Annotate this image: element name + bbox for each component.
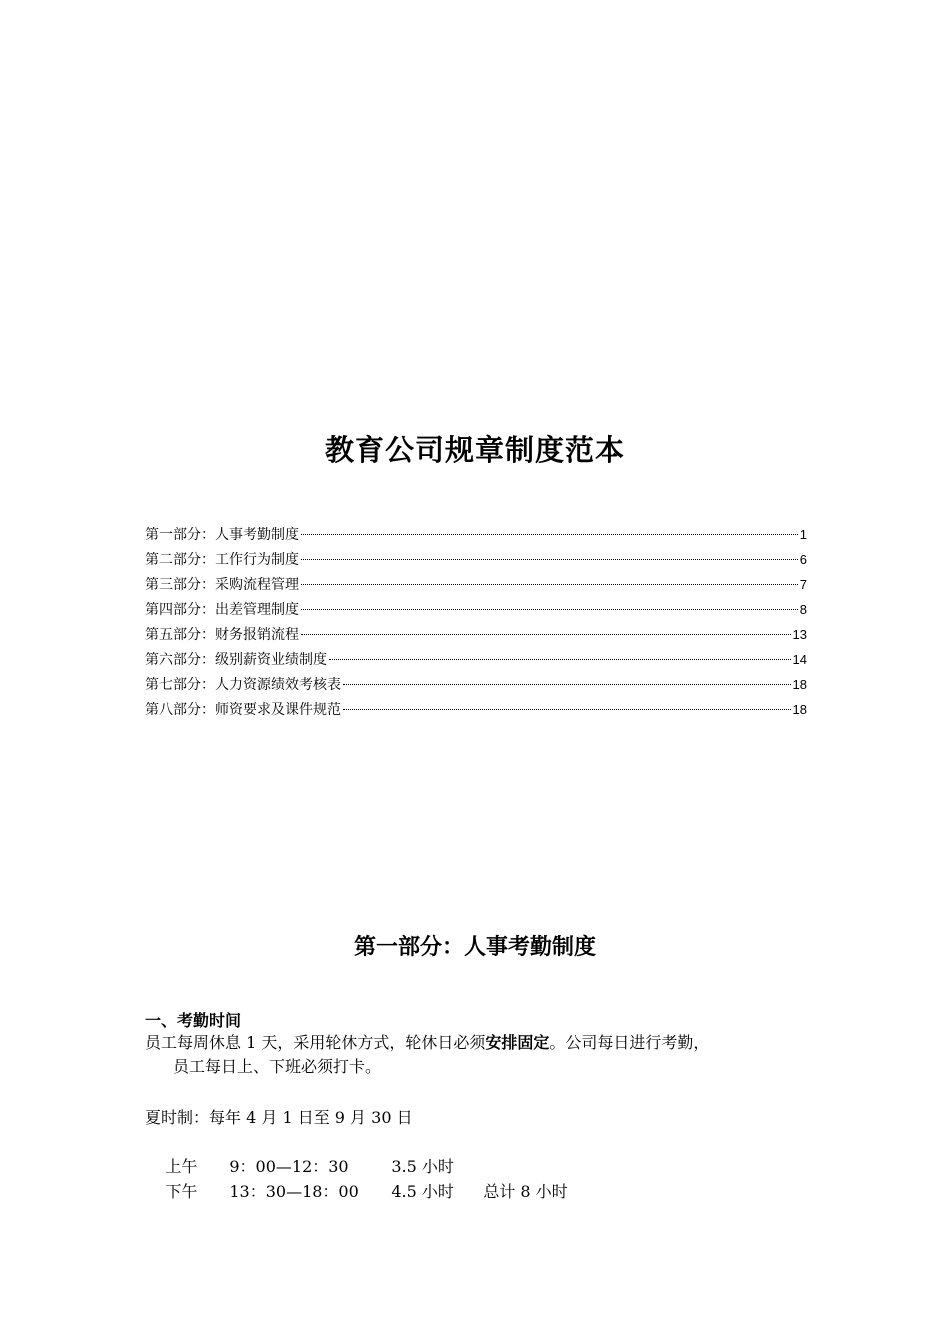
toc-entry-label: 第五部分：财务报销流程 [145, 627, 299, 643]
schedule-total: 总计 8 小时 [483, 1182, 568, 1201]
toc-leader-dots [343, 684, 791, 685]
toc-entry-label: 第一部分：人事考勤制度 [145, 527, 299, 543]
paragraph-bold-text: 安排固定 [485, 1033, 550, 1052]
paragraph-text: 员工每日上、下班必须打卡。 [173, 1057, 382, 1076]
schedule-label: 下午 [165, 1182, 198, 1201]
table-of-contents [145, 522, 807, 722]
toc-leader-dots [301, 634, 791, 635]
toc-entry[interactable] [145, 697, 807, 722]
toc-entry-label: 第八部分：师资要求及课件规范 [145, 702, 341, 718]
part-one-heading: 第一部分：人事考勤制度 [353, 935, 596, 960]
toc-entry-label: 第六部分：级别薪资业绩制度 [145, 652, 327, 668]
document-title: 教育公司规章制度范本 [324, 433, 625, 467]
toc-entry[interactable] [145, 572, 807, 597]
toc-entry-page: 18 [792, 702, 807, 717]
toc-entry[interactable] [145, 597, 807, 622]
toc-entry-label: 第七部分：人力资源绩效考核表 [145, 677, 341, 693]
toc-leader-dots [343, 709, 791, 710]
toc-entry[interactable] [145, 547, 807, 572]
toc-leader-dots [301, 584, 798, 585]
toc-leader-dots [301, 534, 798, 535]
attendance-paragraph [145, 1031, 815, 1079]
toc-leader-dots [329, 659, 791, 660]
schedule-label: 上午 [165, 1157, 198, 1176]
toc-entry-label: 第三部分：采购流程管理 [145, 577, 299, 593]
summer-schedule-line: 夏时制：每年 4 月 1 日至 9 月 30 日 [145, 1108, 413, 1127]
toc-entry-label: 第四部分：出差管理制度 [145, 602, 299, 618]
toc-entry[interactable] [145, 622, 807, 647]
toc-entry[interactable] [145, 672, 807, 697]
toc-leader-dots [301, 609, 798, 610]
toc-entry-page: 14 [792, 652, 807, 667]
toc-entry[interactable] [145, 647, 807, 672]
toc-entry[interactable] [145, 522, 807, 547]
schedule-hours: 4.5 小时 [391, 1182, 454, 1201]
toc-entry-page: 8 [799, 602, 807, 617]
toc-entry-page: 18 [792, 677, 807, 692]
toc-entry-label: 第二部分：工作行为制度 [145, 552, 299, 568]
paragraph-text: 员工每周休息 1 天，采用轮休方式，轮休日必须 [145, 1033, 486, 1052]
toc-entry-page: 6 [799, 552, 807, 567]
toc-entry-page: 13 [792, 627, 807, 642]
schedule-hours: 3.5 小时 [391, 1157, 454, 1176]
afternoon-schedule-line [145, 1156, 568, 1228]
toc-entry-page: 7 [799, 577, 807, 592]
section-heading-attendance-time: 一、考勤时间 [145, 1011, 242, 1030]
paragraph-text: 。公司每日进行考勤， [549, 1033, 710, 1052]
toc-entry-page: 1 [799, 527, 807, 542]
schedule-time: 9：00—12：30 [229, 1157, 349, 1176]
toc-leader-dots [301, 559, 798, 560]
schedule-time: 13：30—18：00 [229, 1182, 359, 1201]
